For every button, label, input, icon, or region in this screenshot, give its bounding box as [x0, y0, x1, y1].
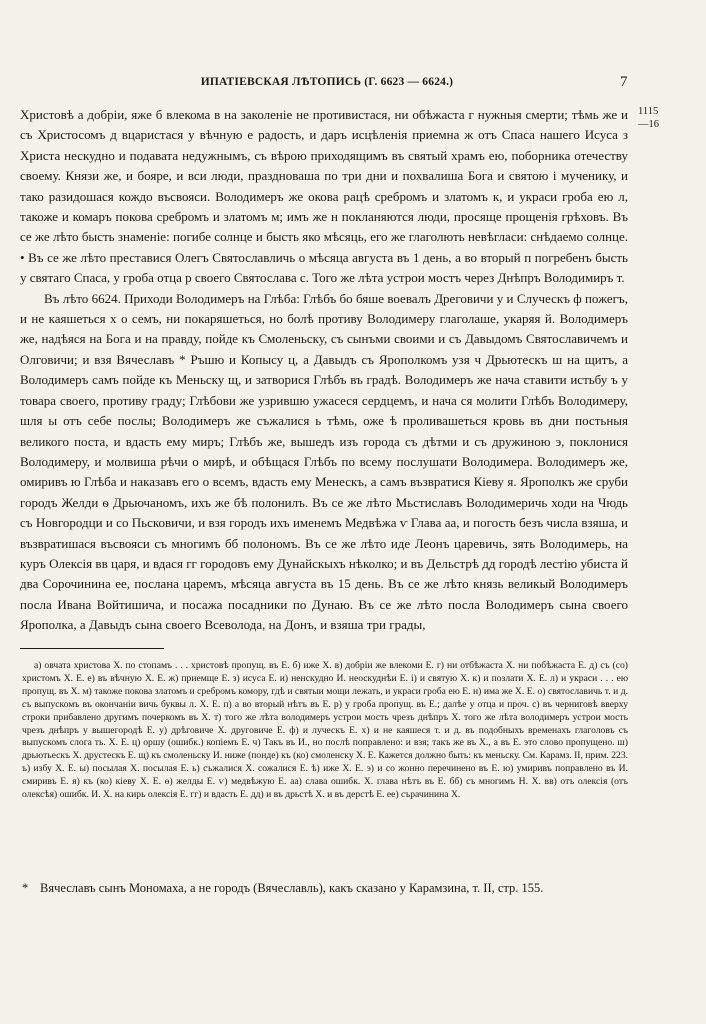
footnotes-text: а) овчата христова Х. по стопамъ . . . христовѣ пропущ. въ Е. б) иже Х. в) добріи же влекоми Е. г) ни отбѣжаста Х. ни побѣжаста Е. д) съ (со) христомъ Х. Е. е) въ вѣчную Х. Е. ж) приемще Е. з) исуса Е. и) ненскудно И. неоскуднѣи Е. і) и святую Х. к) и позлати Х. Е. л) и украси . . . ею пропущ. въ Х. м) такоже покова златомъ и сребромъ комору, гдѣ и святыи мощи лежать, и украси гроба ею Е. н) има же Х. Е. о) святославичь т. и д. съ выпускомъ въ окончаніи вичь буквы л. Х. Е. п) а во вторый нѣтъ въ Е. р) у гроба пропущ. въ Е.; далѣе у отца и проч. с) въ черниговѣ вверху строки прибавлено другимъ почеркомъ въ Х. т) того же лѣта володимеръ устрои мость чрезъ днѣпръ Х. того же лѣта володимеръ устрои мость чрезъ днѣпръ у вышегородѣ Е. у) дрѣговиче Х. друговиче Е. ф) и луческъ Е. х) и не каяшеся т. и д. въ подобныхъ временахъ глаголовъ съ выпускомъ слога ть. Х. Е. ц) оршу (ошибк.) копіемъ Е. ч) Такъ въ И., но послѣ поправлено: и взя; такъ же въ Х., а въ Е. это слово пропущено. ш) дрьютьескъ Х. друстескъ Е. щ) къ смоленьску И. ниже (понде) къ (ко) смоленску Х. Е. Кажется должно быть: къ меньску. См. Карамз. II, прим. 223. ъ) избу Х. Е. ы) посылая Х. посылая Е. ь) съжалися Х. сожалися Е. ѣ) иже Х. Е. э) и со жонно перечинено въ Е. ю) умиривъ поправлено въ И. смиривъ Е. я) къ (ко) кіеву Х. Е. ѳ) желды Е. ѵ) медвѣжую Е. аа) слава ошибк. Х. глава нѣтъ въ Е. бб) съ многимъ Н. Х. вв) отъ олексія (отъ олексѣя) ошибк. И. Х. на кирь олексія Е. гг) и вдасть Е. дд) и въ дрьстѣ Х. и въ дерстѣ Е. ее) сърачинина Х.: [22, 660, 629, 801]
chronicle-paragraph-2: Въ лѣто 6624. Приходи Володимеръ на Глѣба: Глѣбъ бо бяше воевалъ Дреговичи у и Случескъ ф пожегъ, и не каяшеться х о семъ, ни покаряшеться, но болѣ противу Володимеру глаголаше, укаряя й. Володимеръ же, надѣяся на Бога и на правду, пойде къ Смоленьску, съ сынъми своими и съ Давыдомъ Святославичемъ и Олговичи; и взя Вячеславъ * Ръшю и Копысу ц, а Давыдъ съ Ярополкомъ узя ч Дрьютескъ ш на щитъ, а Володимеръ самъ пойде къ Меньску щ, и затворися Глѣбъ въ градѣ. Володимеръ же нача ставити истьбу ъ у товара своего, противу граду; Глѣбови же узрившю ужасеся сердцемъ, и нача ся молити Глѣбъ Володимеру, шля ы отъ себе послы; Володимеръ же съжалися ь тѣмь, оже ѣ проливашеться кровь въ дни постьныя великого поста, и вдасть ему миръ; Глѣбъ же, вышедъ изъ города съ дѣтми и съ дружиною э, поклонися Володимеру, и молвиша рѣчи о мирѣ, и обѣщася Глѣбъ по всему послушати Володимера. Володимеръ же, омиривъ ю Глѣба и наказавъ его о всемъ, вдасть ему Менескъ, а самъ възвратися Кіеву я. Ярополкъ же сруби городъ Желди ѳ Дрьючаномъ, ихъ же бѣ полонилъ. Въ се же лѣто Мьстиславъ Володимеричь ходи на Чюдь съ Новгородци и со Пьсковичи, и взя городъ ихъ именемъ Медвѣжа ѵ Глава аа, и погость безъ числа взяша, и възвратишася въсвояси съ многимъ бб полономъ. Въ се же лѣто иде Леонъ царевичь, зять Володимерь, на куръ Олексія вв царя, и вдася гг городовъ ему Дунайскыхъ нѣколко; и въ Дельстрѣ дд городѣ лестію убиста й два Сорочинина ее, послана царемъ, мѣсяца августа въ 15 день. Въ се же лѣто князь великый Володимеръ посла Ивана Войтишича, и посажа посадники по Дунаю. Въ се же лѣто посла Володимеръ сына своего Ярополка, а Давыдъ сына своего Всеволода, на Донъ, и взяша три грады,: [20, 290, 628, 633]
page-number: 7: [620, 74, 628, 90]
bottom-note-marker: *: [22, 881, 29, 895]
chronicle-paragraph-1: Христовѣ а добріи, яже б влекома в на заколеніе не противистася, ни обѣжаста г нужныя смерти; тѣмь же и съ Христосомъ д вцаристася у вѣчную е радость, и даръ исцѣленія приемна ж отъ Спаса нашего Исуса з Христа нескудно и подавата недужнымъ, съ вѣрою приходящимъ въ святый храмъ ею, поборника отечеству своему. Князи же, и бояре, и вси люди, праздноваша по три дни и похвалиша Бога и святою і мученику, и тако разидошася кождо въсвояси. Володимеръ же окова рацѣ сребромъ и златомъ к, и украси гроба ею л, такоже и комаръ покова сребромъ и златомъ м; имъ же н покланяются люди, просяще прощенія грѣховъ. Въ се же лѣто бысть знаменіе: погибе солнце и бысть яко мѣсяць, его же глаголють невѣгласи: снѣдаемо солнце. • Въ се же лѣто преставися Олегъ Святославличь о мѣсяца августа въ 1 день, а во вторый п погребенъ бысть у святаго Спаса, у гроба отца р своего Святослава с. Того же лѣта устрои мостъ через Днѣпръ Володимиръ т.: [20, 107, 628, 286]
margin-line-ref-bottom: —16: [638, 119, 659, 130]
margin-line-ref-top: 1115: [638, 106, 659, 117]
chronicle-text: [20, 105, 628, 636]
bottom-note-text: Вячеславъ сынъ Мономаха, а не городъ (Вячеславль), какъ сказано у Карамзина, т. II, стр. 155.: [40, 881, 544, 895]
running-title: ИПАТІЕВСКАЯ ЛѢТОПИСЬ (Г. 6623 — 6624.): [200, 76, 454, 88]
bottom-note: [22, 880, 628, 896]
footnotes-block: [22, 660, 628, 802]
footnote-divider: [20, 648, 164, 649]
